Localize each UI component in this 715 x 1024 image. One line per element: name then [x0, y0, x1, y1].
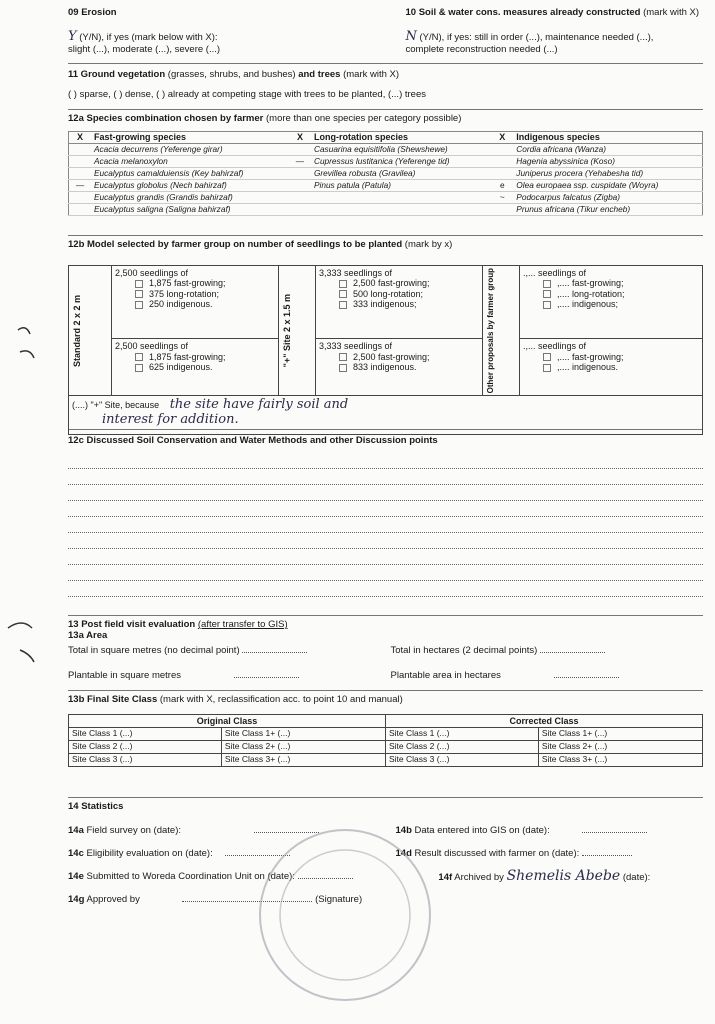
- archived-by-signature: Shemelis Abebe: [506, 868, 621, 885]
- checkbox[interactable]: [543, 301, 551, 309]
- discussion-line[interactable]: [68, 581, 703, 597]
- checkbox[interactable]: [339, 280, 347, 288]
- gis-entry-date[interactable]: [582, 824, 647, 833]
- stat-row-2: 14c Eligibility evaluation on (date): 14d Result discussed with farmer on (date):: [68, 842, 703, 865]
- erosion-line1: Y (Y/N), if yes (mark below with X):: [68, 28, 218, 44]
- soil-water-line2: complete reconstruction needed (...): [405, 43, 558, 55]
- official-stamp: [245, 820, 445, 1010]
- area-subtitle: 13a Area: [68, 629, 108, 641]
- section-11-vegetation: [68, 64, 703, 110]
- section-09-erosion: [68, 8, 366, 63]
- section-10-soil-water: [366, 8, 704, 63]
- other-proposals-cell: [483, 265, 520, 395]
- site-class-table: Original Class Corrected Class Site Class 1 (...) Site Class 1+ (...) Site Class 1 (...) Site Class 1+ (...) Site Class 2 (...) Site Class 2+ (...) Site Class 2 (...) Site Class 2+ (...) Site Class 3 (...) Site Class 3+ (...) Site Class 3 (...) Site Class 3+ (...): [68, 714, 703, 767]
- site-class-row: Site Class 3 (...) Site Class 3+ (...) Site Class 3 (...) Site Class 3+ (...): [69, 753, 703, 766]
- species-row: Eucalyptus grandis (Grandis bahirzaf) ~ Podocarpus falcatus (Zigba): [69, 191, 703, 203]
- stat-row-1: 14a Field survey on (date): 14b Data entered into GIS on (date):: [68, 819, 703, 842]
- section-12c-discussion: [68, 430, 703, 616]
- site-reason-handwritten-2: interest for addition.: [102, 412, 239, 428]
- species-header-row: X Fast-growing species X Long-rotation species X Indigenous species: [69, 131, 703, 143]
- discussion-line[interactable]: [68, 517, 703, 533]
- checkbox[interactable]: [135, 364, 143, 372]
- discussion-line[interactable]: [68, 501, 703, 517]
- checkbox[interactable]: [543, 290, 551, 298]
- site-class-subtitle: 13b Final Site Class (mark with X, reclassification acc. to point 10 and manual): [68, 690, 703, 706]
- plus-site-option-b: 3,333 seedlings of 2,500 fast-growing; 833 indigenous.: [316, 339, 483, 396]
- standard-option-a: 2,500 seedlings of 1,875 fast-growing; 375 long-rotation; 250 indigenous.: [112, 265, 279, 338]
- soil-water-title: 10 Soil & water cons. measures already constructed (mark with X): [405, 7, 700, 18]
- checkbox[interactable]: [339, 353, 347, 361]
- erosion-yn-handwritten: Y: [68, 28, 77, 44]
- other-option-a: .,... seedlings of ,.... fast-growing; ,.... long-rotation; ,.... indigenous;: [520, 265, 703, 338]
- species-row: Eucalyptus saligna (Saligna bahirzaf) Prunus africana (Tikur encheb): [69, 203, 703, 215]
- discussion-title: 12c Discussed Soil Conservation and Water Methods and other Discussion points: [68, 435, 438, 446]
- section-erosion-soil: [68, 6, 703, 64]
- species-row: Acacia decurrens (Yeferenge girar) Casuarina equisitifolia (Shewshewe) Cordia africana (Wanza): [69, 143, 703, 155]
- stat-row-4: 14g Approved by (Signature): [68, 893, 363, 905]
- area-row-2: Plantable in square metres Plantable area in hectares: [68, 669, 703, 682]
- soil-water-line1: N (Y/N), if yes: still in order (...), maintenance needed (...),: [405, 28, 654, 44]
- checkbox[interactable]: [135, 353, 143, 361]
- checkbox[interactable]: [339, 364, 347, 372]
- species-row: Acacia melanoxylon — Cupressus lustitanica (Yeferenge tid) Hagenia abyssinica (Koso): [69, 155, 703, 167]
- soil-water-yn-handwritten: N: [405, 28, 417, 44]
- plantable-ha-field[interactable]: [554, 669, 619, 678]
- model-table: [68, 265, 703, 435]
- site-reason-label: (....) "+" Site, because: [72, 400, 160, 411]
- stat-row-3: 14e Submitted to Woreda Coordination Unit on (date): 14f Archived by Shemelis Abebe (date):: [68, 868, 651, 885]
- checkbox[interactable]: [543, 364, 551, 372]
- area-row-1: Total in square metres (no decimal point) Total in hectares (2 decimal points): [68, 644, 703, 657]
- result-discussed-date[interactable]: [582, 847, 632, 856]
- checkbox[interactable]: [135, 280, 143, 288]
- species-row: Eucalyptus camalduiensis (Key bahirzaf) Grevillea robusta (Gravilea) Juniperus procera (Yehabesha tid): [69, 167, 703, 179]
- standard-cell: [69, 265, 112, 395]
- erosion-title: 09 Erosion: [68, 7, 117, 18]
- plus-site-option-a: 3,333 seedlings of 2,500 fast-growing; 500 long-rotation; 333 indigenous;: [316, 265, 483, 338]
- checkbox[interactable]: [339, 290, 347, 298]
- statistics-title: 14 Statistics: [68, 801, 124, 812]
- discussion-line[interactable]: [68, 533, 703, 549]
- site-class-row: Site Class 1 (...) Site Class 1+ (...) Site Class 1 (...) Site Class 1+ (...): [69, 727, 703, 740]
- species-table: [68, 131, 703, 216]
- checkbox[interactable]: [135, 301, 143, 309]
- evaluation-title: 13 Post field visit evaluation (after transfer to GIS): [68, 619, 288, 630]
- checkbox[interactable]: [339, 301, 347, 309]
- discussion-line[interactable]: [68, 469, 703, 485]
- section-12a-species: [68, 110, 703, 236]
- checkbox[interactable]: [543, 280, 551, 288]
- other-option-b: .,... seedlings of ,.... fast-growing; ,.... indigenous.: [520, 339, 703, 396]
- site-reason-handwritten-1: the site have fairly soil and: [169, 397, 349, 413]
- other-proposals-label: Other proposals by farmer group: [486, 267, 495, 394]
- discussion-line[interactable]: [68, 485, 703, 501]
- section-13-evaluation: [68, 616, 703, 798]
- checkbox[interactable]: [135, 290, 143, 298]
- plus-site-label: "+" Site 2 x 1.5 m: [282, 293, 292, 368]
- species-row: — Eucalyptus globolus (Nech bahirzaf) Pinus patula (Patula) e Olea europaea ssp. cuspidate (Woyra): [69, 179, 703, 191]
- punch-hole-marks: [0, 0, 60, 1024]
- form-body: [68, 6, 703, 937]
- model-title: 12b Model selected by farmer group on number of seedlings to be planted (mark by x): [68, 239, 453, 250]
- discussion-line[interactable]: [68, 565, 703, 581]
- discussion-line[interactable]: [68, 453, 703, 469]
- vegetation-options: ( ) sparse, ( ) dense, ( ) already at competing stage with trees to be planted, (...) trees: [68, 88, 426, 100]
- discussion-line[interactable]: [68, 549, 703, 565]
- checkbox[interactable]: [543, 353, 551, 361]
- site-reason-cell: [69, 396, 703, 435]
- plantable-sqm-field[interactable]: [234, 669, 299, 678]
- section-12b-model: [68, 236, 703, 430]
- standard-option-b: 2,500 seedlings of 1,875 fast-growing; 625 indigenous.: [112, 339, 279, 396]
- total-sqm-field[interactable]: [242, 644, 307, 653]
- vegetation-title: 11 Ground vegetation (grasses, shrubs, and bushes) and trees (mark with X): [68, 69, 400, 80]
- total-ha-field[interactable]: [540, 644, 605, 653]
- plus-site-cell: [279, 265, 316, 395]
- standard-label: Standard 2 x 2 m: [72, 294, 82, 367]
- site-class-row: Site Class 2 (...) Site Class 2+ (...) Site Class 2 (...) Site Class 2+ (...): [69, 740, 703, 753]
- species-title: 12a Species combination chosen by farmer (more than one species per category possible): [68, 113, 462, 124]
- erosion-line2: slight (...), moderate (...), severe (...): [68, 43, 221, 55]
